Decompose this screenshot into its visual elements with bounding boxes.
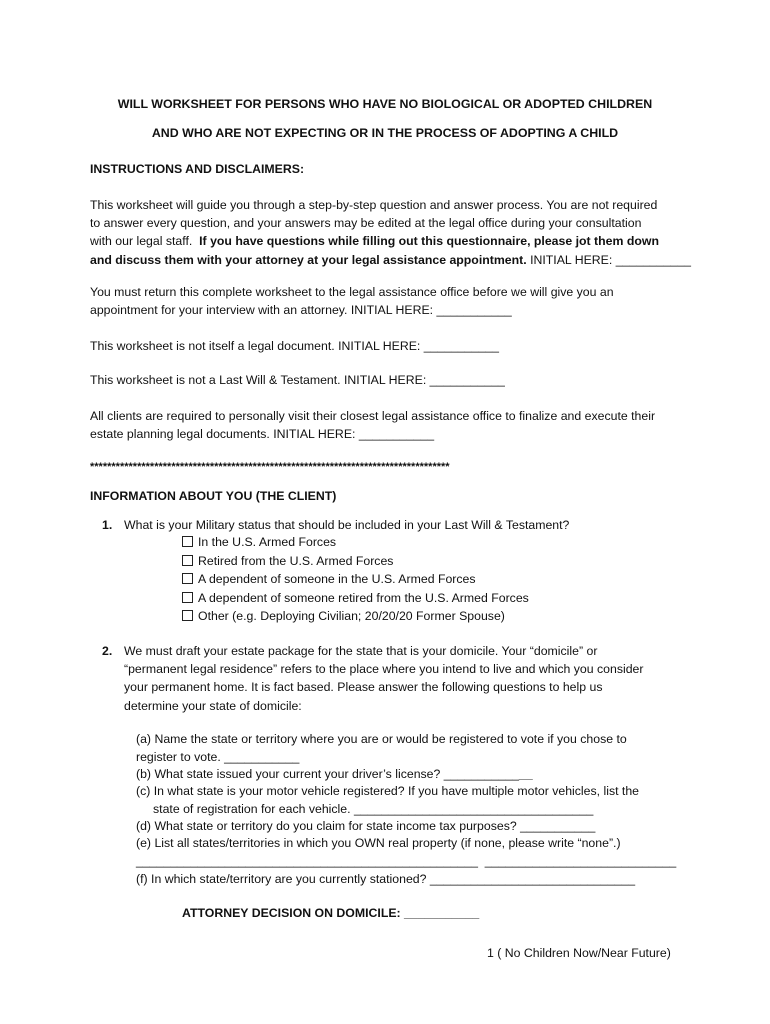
initial-here-field[interactable]: INITIAL HERE: ___________ (526, 252, 691, 267)
initial-here-field[interactable]: This worksheet is not itself a legal document. INITIAL HERE: ___________ (90, 339, 499, 353)
paragraph-line: All clients are required to personally visit their closest legal assistance office to finalize and execute their (90, 409, 656, 423)
checkbox[interactable] (182, 536, 193, 547)
paragraph-line: This worksheet will guide you through a step-by-step question and answer process. You are not required (90, 198, 658, 212)
initial-here-field[interactable]: appointment for your interview with an attorney. INITIAL HERE: ___________ (90, 303, 512, 318)
option-label: A dependent of someone retired from the U.S. Armed Forces (198, 591, 529, 605)
instructions-heading: INSTRUCTIONS AND DISCLAIMERS: (90, 162, 305, 176)
initial-here-field[interactable]: estate planning legal documents. INITIAL HERE: ___________ (90, 427, 435, 442)
question-2b-answer[interactable]: __ (519, 767, 533, 781)
question-2c-answer[interactable]: state of registration for each vehicle. ___________________________________ (153, 802, 594, 817)
client-section-heading: INFORMATION ABOUT YOU (THE CLIENT) (90, 489, 337, 503)
title-line-1: WILL WORKSHEET FOR PERSONS WHO HAVE NO BIOLOGICAL OR ADOPTED CHILDREN (117, 97, 653, 111)
option-dependent[interactable] (182, 570, 476, 588)
option-label: Other (e.g. Deploying Civilian; 20/20/20 Former Spouse) (198, 609, 505, 623)
checkbox[interactable] (182, 573, 193, 584)
instructions-paragraph-3 (90, 337, 690, 355)
question-2d[interactable]: (d) What state or territory do you claim for state income tax purposes? ___________ (136, 819, 596, 833)
question-2b[interactable] (136, 765, 533, 783)
option-label: A dependent of someone in the U.S. Armed Forces (198, 572, 476, 586)
instructions-paragraph-4 (90, 371, 690, 389)
question-2f[interactable]: (f) In which state/territory are you currently stationed? ______________________________ (136, 872, 636, 886)
question-2a (136, 730, 627, 766)
page-footer: 1 ( No Children Now/Near Future) (487, 946, 671, 960)
paragraph-line: to answer every question, and your answers may be edited at the legal office during your consultation (90, 216, 642, 231)
question-2e-line: (e) List all states/territories in which you OWN real property (if none, please write “none”.) (136, 836, 621, 850)
paragraph-line (90, 251, 690, 269)
option-in-armed-forces[interactable] (182, 533, 336, 551)
question-2e (136, 834, 676, 870)
paragraph-text: with our legal staff. (90, 234, 200, 249)
question-2c-line: (c) In what state is your motor vehicle registered? If you have multiple motor vehicles, list the (136, 784, 640, 798)
checkbox[interactable] (182, 610, 193, 621)
option-retired[interactable] (182, 552, 393, 570)
question-1-text: What is your Military status that should be included in your Last Will & Testament? (124, 518, 570, 532)
bold-instruction: If you have questions while filling out this questionnaire, please jot them down (199, 234, 659, 249)
question-2-line: “permanent legal residence” refers to the place where you intend to live and which you consider (124, 662, 644, 677)
option-other[interactable] (182, 607, 505, 625)
question-2-line: We must draft your estate package for the state that is your domicile. Your “domicile” or (124, 644, 598, 658)
instructions-paragraph-1 (90, 196, 690, 269)
initial-here-field[interactable]: This worksheet is not a Last Will & Testament. INITIAL HERE: ___________ (90, 373, 505, 387)
paragraph-line: You must return this complete worksheet to the legal assistance office before we will give you an (90, 285, 614, 299)
paragraph-line (90, 232, 690, 250)
question-2-line: determine your state of domicile: (124, 698, 302, 713)
option-dependent-retired[interactable] (182, 589, 529, 607)
checkbox[interactable] (182, 555, 193, 566)
separator-line: ************************************************************************************ (90, 461, 450, 473)
instructions-paragraph-2 (90, 283, 690, 319)
question-2b-text: (b) What state issued your current your driver’s license? ___________ (136, 767, 520, 781)
instructions-paragraph-5 (90, 407, 690, 443)
bold-instruction: and discuss them with your attorney at your legal assistance appointment. (90, 252, 527, 267)
question-2c (136, 782, 639, 818)
question-2a-line: (a) Name the state or territory where you are or would be registered to vote if you chose to (136, 732, 627, 746)
attorney-decision[interactable]: ATTORNEY DECISION ON DOMICILE: ___________ (182, 906, 480, 920)
question-2-line: your permanent home. It is fact based. Please answer the following questions to help us (124, 680, 603, 695)
question-2e-answer[interactable]: __________________________________________________ ____________________________ (136, 854, 677, 869)
option-label: Retired from the U.S. Armed Forces (198, 554, 394, 568)
question-2-text (124, 642, 644, 715)
title-line-2: AND WHO ARE NOT EXPECTING OR IN THE PROCESS OF ADOPTING A CHILD (151, 126, 619, 140)
question-2a-answer[interactable]: register to vote. ___________ (136, 750, 300, 765)
question-2-number: 2. (102, 644, 113, 658)
option-label: In the U.S. Armed Forces (198, 535, 337, 549)
checkbox[interactable] (182, 592, 193, 603)
question-1-number: 1. (102, 518, 113, 532)
